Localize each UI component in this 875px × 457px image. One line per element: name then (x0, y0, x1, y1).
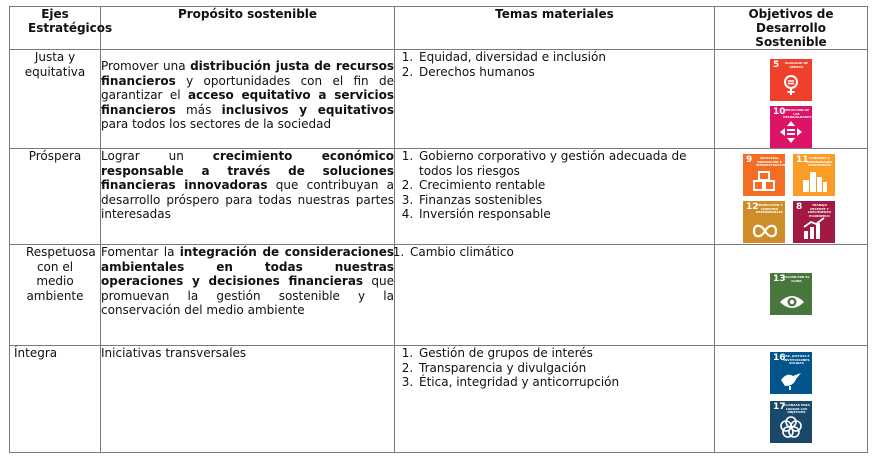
list-item: 2. Transparencia y divulgación (417, 361, 714, 376)
list-item: 1. Cambio climático (408, 245, 714, 260)
proposito-text: más (175, 102, 222, 117)
eje-cell: Respetuosa con el medio ambiente (10, 245, 101, 346)
sdg-tile-9 (743, 154, 789, 196)
temas-cell (395, 149, 715, 245)
header-temas: Temas materiales (395, 7, 715, 50)
proposito-bold: inclusivos y equitativos (221, 102, 394, 117)
temas-cell (395, 50, 715, 149)
proposito-text: Lograr un (101, 149, 213, 163)
sdg-tile-8 (793, 201, 835, 243)
sdg-label: TRABAJO DECENTE Y CRECIMIENTO ECONÓMICO (807, 203, 832, 218)
ods-cell (715, 149, 868, 245)
sdg-number: 16 (773, 353, 786, 363)
proposito-text: que promuevan la gestión sostenible y la conservación del medio ambiente (101, 274, 394, 317)
list-item: 1. Gobierno corporativo y gestión adecuada de todos los riesgos (417, 149, 714, 178)
proposito-text: Promover una (101, 59, 191, 73)
ods-cell (715, 245, 868, 346)
sustainability-strategy-table (9, 6, 868, 453)
industry-icon (752, 170, 776, 192)
proposito-bold: crecimiento económico responsable a través de soluciones financieras innovadoras (101, 149, 394, 192)
growth-chart-icon (802, 217, 826, 239)
list-item: 1. Equidad, diversidad e inclusión (417, 50, 714, 65)
sdg-number: 10 (773, 107, 786, 117)
proposito-text: para todos los sectores de la sociedad (101, 117, 332, 131)
ods-cell (715, 346, 868, 453)
sdg-tile-11 (793, 154, 835, 196)
table-row (10, 149, 868, 245)
list-item: 4. Inversión responsable (417, 207, 714, 222)
sdg-label: ACCIÓN POR EL CLIMA (783, 275, 810, 283)
sdg-label: REDUCCIÓN DE LAS DESIGUALDADES (783, 108, 812, 119)
sdg-tile-5 (770, 59, 812, 101)
proposito-bold: integración de consideraciones ambientales en todas nuestras operaciones y decisiones financieras (101, 245, 394, 288)
temas-cell (395, 346, 715, 453)
eje-cell: Próspera (10, 149, 101, 245)
table-row (10, 245, 868, 346)
proposito-bold: distribución justa de recursos financieros (101, 59, 394, 88)
header-proposito: Propósito sostenible (101, 7, 395, 50)
city-icon (802, 170, 828, 192)
ods-cell (715, 50, 868, 149)
list-item: 3. Finanzas sostenibles (417, 193, 714, 208)
proposito-text: Iniciativas transversales (101, 346, 247, 360)
table-row (10, 346, 868, 453)
sdg-number: 12 (746, 202, 759, 212)
sdg-label: ALIANZAS PARA LOGRAR LOS OBJETIVOS (783, 403, 810, 414)
list-item: 2. Derechos humanos (417, 65, 714, 80)
list-item: 2. Crecimiento rentable (417, 178, 714, 193)
climate-eye-icon (779, 293, 805, 311)
sdg-number: 9 (746, 155, 753, 165)
sdg-tile-17 (770, 401, 812, 443)
gender-equality-icon (779, 73, 803, 97)
list-item: 1. Gestión de grupos de interés (417, 346, 714, 361)
sdg-number: 13 (773, 274, 786, 284)
proposito-bold: acceso equitativo a servicios financieros (101, 88, 394, 117)
table-row (10, 50, 868, 149)
proposito-cell (101, 50, 395, 149)
proposito-text: Fomentar la (101, 245, 180, 259)
sdg-tile-16 (770, 352, 812, 394)
sdg-label: INDUSTRIA, INNOVACIÓN E INFRAESTRUCTURA (756, 156, 789, 167)
sdg-number: 11 (796, 155, 809, 165)
proposito-text: que contribuyan a desarrollo próspero para todas nuestras partes interesadas (101, 178, 395, 221)
sdg-label: PAZ, JUSTICIA E INSTITUCIONES SÓLIDAS (783, 354, 810, 365)
temas-cell (395, 245, 715, 346)
infinity-icon (752, 223, 778, 239)
reduced-inequalities-icon (779, 120, 803, 144)
eje-cell: Justa y equitativa (10, 50, 101, 149)
sdg-label: IGUALDAD DE GÉNERO (784, 61, 809, 69)
proposito-cell (101, 346, 395, 453)
proposito-text: y oportunidades con el fin de garantizar el (101, 73, 394, 102)
sdg-number: 17 (773, 402, 786, 412)
sdg-tile-12 (743, 201, 785, 243)
sdg-label: PRODUCCIÓN Y CONSUMO RESPONSABLES (756, 203, 783, 214)
header-row (10, 7, 868, 50)
partnership-rings-icon (779, 415, 803, 439)
eje-cell: Íntegra (10, 346, 101, 453)
sdg-number: 8 (796, 202, 803, 212)
proposito-cell (101, 245, 395, 346)
sdg-tile-10 (770, 106, 812, 148)
proposito-cell (101, 149, 395, 245)
list-item: 3. Ética, integridad y anticorrupción (417, 375, 714, 390)
header-ejes: Ejes Estratégicos (10, 7, 101, 50)
header-ods: Objetivos de Desarrollo Sostenible (715, 7, 868, 50)
sdg-number: 5 (773, 60, 780, 70)
dove-icon (779, 370, 803, 390)
sdg-label: CIUDADES Y COMUNIDADES SOSTENIBLES (806, 156, 833, 167)
sdg-tile-13 (770, 273, 812, 315)
